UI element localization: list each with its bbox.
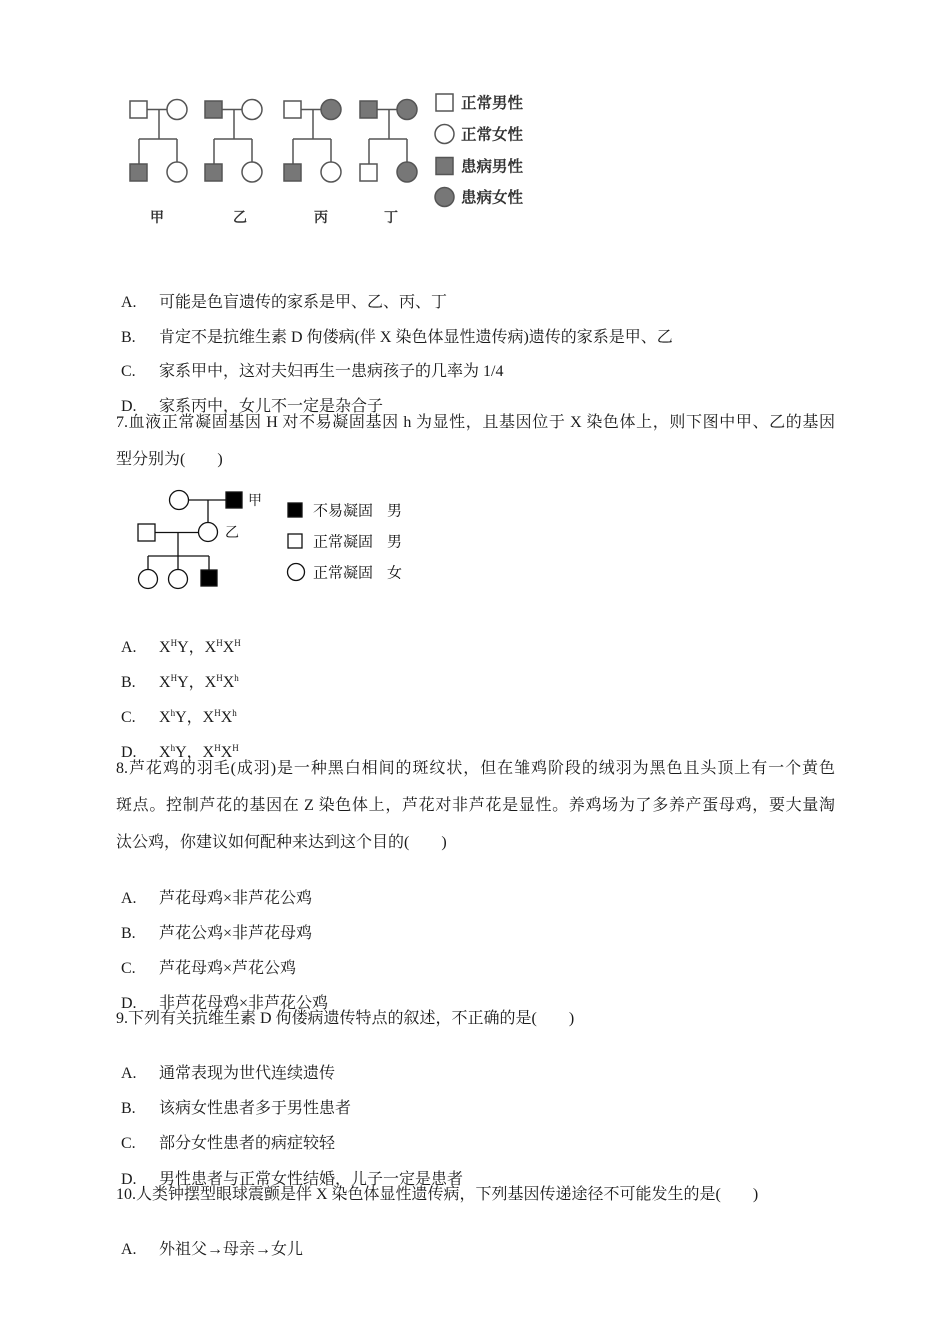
separator: ， — [188, 639, 205, 656]
q8-stem-line-3: 汰公鸡，你建议如何配种来达到这个目的( ) — [116, 834, 447, 851]
option-label: C. — [121, 960, 136, 977]
legend-normal-clotting-male-sex: 男 — [387, 533, 403, 551]
chromosome-y: Y — [177, 639, 189, 656]
chromosome-x: X — [204, 674, 217, 691]
option-label: D. — [121, 995, 137, 1012]
pedigree-1-legend — [435, 94, 524, 207]
separator: ， — [188, 674, 205, 691]
option-text: 芦花公鸡×非芦花母鸡 — [159, 925, 313, 942]
allele: h — [170, 708, 176, 718]
q8-stem-line-1: 8.芦花鸡的羽毛(成羽)是一种黑白相间的斑纹状，但在雏鸡阶段的绒羽为黑色且头顶上有一个黄色 — [116, 760, 835, 777]
legend-normal-clotting-female-icon — [288, 564, 305, 581]
family-bing-label: 丙 — [314, 209, 328, 225]
family-bing-mother-symbol — [321, 100, 341, 120]
option-text: 芦花母鸡×芦花公鸡 — [159, 960, 297, 977]
allele: H — [214, 708, 221, 718]
q7-option-c — [113, 688, 237, 726]
legend-normal-female-icon — [435, 125, 454, 144]
option-label: A. — [121, 294, 137, 311]
option-label: D. — [121, 398, 137, 415]
option-label: C. — [121, 709, 136, 726]
q8-option-c — [113, 939, 297, 977]
option-text: 外祖父→母亲→女儿 — [159, 1241, 304, 1258]
family-yi-daughter-symbol — [242, 162, 262, 182]
family-bing-father-symbol — [284, 101, 301, 118]
family-jia-label: 甲 — [150, 209, 164, 225]
family-bing — [284, 100, 341, 226]
legend-poor-clotting-label: 不易凝固 — [313, 502, 374, 520]
family-ding-father-symbol — [360, 101, 377, 118]
family-yi-father-symbol — [205, 101, 222, 118]
grandmother-symbol — [170, 491, 189, 510]
chromosome-x: X — [222, 639, 235, 656]
allele: h — [234, 673, 239, 683]
q8-option-a — [113, 869, 313, 907]
chromosome-x: X — [202, 709, 215, 726]
chromosome-x: X — [220, 744, 233, 761]
family-yi-mother-symbol — [242, 100, 262, 120]
allele: H — [170, 638, 178, 648]
option-label: B. — [121, 674, 136, 691]
chromosome-x: X — [159, 709, 171, 726]
q6-option-b — [113, 308, 673, 346]
option-label: B. — [121, 1100, 136, 1117]
allele: H — [232, 743, 239, 753]
family-bing-daughter-symbol — [321, 162, 341, 182]
legend-poor-clotting-sex: 男 — [387, 502, 403, 520]
legend-poor-clotting-male-icon — [288, 503, 302, 517]
legend-normal-clotting-male-icon — [288, 534, 302, 548]
grandfather-jia-label: 甲 — [248, 492, 262, 508]
q9-option-a — [113, 1044, 336, 1082]
option-text: 家系丙中，女儿不一定是杂合子 — [159, 398, 384, 415]
option-label: B. — [121, 925, 136, 942]
option-text: 部分女性患者的病症较轻 — [159, 1135, 336, 1152]
family-jia-mother-symbol — [167, 100, 187, 120]
chromosome-x: X — [220, 709, 233, 726]
legend-normal-clotting-female-sex: 女 — [387, 564, 403, 582]
option-text: 非芦花母鸡×非芦花公鸡 — [159, 995, 329, 1012]
option-text: 该病女性患者多于男性患者 — [159, 1100, 352, 1117]
legend-affected-female-icon — [435, 188, 454, 207]
allele: H — [170, 673, 178, 683]
chromosome-x: X — [202, 744, 215, 761]
family-yi — [205, 100, 262, 226]
family-bing-son-symbol — [284, 164, 301, 181]
legend-affected-male-icon — [436, 158, 453, 175]
allele: h — [170, 743, 176, 753]
child-son-symbol — [201, 570, 217, 586]
q7-stem-line-2: 型分别为( ) — [116, 451, 223, 468]
q10-stem: 10.人类钟摆型眼球震颤是伴 X 染色体显性遗传病，下列基因传递途径不可能发生的是( ) — [116, 1186, 759, 1203]
family-ding-daughter-symbol — [397, 162, 417, 182]
option-label: C. — [121, 1135, 136, 1152]
family-yi-son-symbol — [205, 164, 222, 181]
family-jia-father-symbol — [130, 101, 147, 118]
mother-yi-label: 乙 — [225, 524, 239, 540]
option-label: A. — [121, 1241, 137, 1258]
child-daughter-2-symbol — [169, 570, 188, 589]
q7-stem-line-1: 7.血液正常凝固基因 H 对不易凝固基因 h 为显性，且基因位于 X 染色体上，则下图中甲、乙的基因 — [116, 414, 835, 431]
father-symbol — [138, 524, 155, 541]
legend-normal-male-icon — [436, 94, 453, 111]
family-jia — [130, 100, 187, 226]
family-ding-son-symbol — [360, 164, 377, 181]
option-label: A. — [121, 890, 137, 907]
allele: H — [216, 673, 223, 683]
family-jia-daughter-symbol — [167, 162, 187, 182]
pedigree-figure-1 — [0, 0, 950, 240]
allele: H — [214, 743, 221, 753]
q7-option-b — [113, 653, 239, 691]
separator: ， — [186, 709, 203, 726]
q7-option-d — [113, 723, 239, 761]
option-text: 通常表现为世代连续遗传 — [159, 1065, 336, 1082]
legend-normal-clotting-female-label: 正常凝固 — [313, 564, 374, 582]
option-text: 家系甲中，这对夫妇再生一患病孩子的几率为 1/4 — [159, 363, 504, 380]
allele: h — [232, 708, 237, 718]
separator: ， — [186, 744, 203, 761]
option-text: 芦花母鸡×非芦花公鸡 — [159, 890, 313, 907]
pedigree-2-legend — [288, 503, 403, 582]
q9-option-d — [113, 1150, 464, 1188]
allele: H — [216, 638, 223, 648]
q9-stem: 9.下列有关抗维生素 D 佝偻病遗传特点的叙述，不正确的是( ) — [116, 1010, 575, 1027]
option-text: 肯定不是抗维生素 D 佝偻病(伴 X 染色体显性遗传病)遗传的家系是甲、乙 — [159, 329, 673, 346]
q6-option-a — [113, 273, 448, 311]
chromosome-x: X — [159, 639, 171, 656]
q9-option-c — [113, 1114, 336, 1152]
option-text: 男性患者与正常女性结婚，儿子一定是患者 — [159, 1171, 464, 1188]
q6-option-c — [113, 342, 504, 380]
q7-option-a — [113, 618, 241, 656]
family-ding — [360, 100, 417, 226]
family-yi-label: 乙 — [233, 209, 247, 225]
pedigree-figure-2 — [0, 470, 950, 600]
chromosome-y: Y — [175, 744, 187, 761]
option-label: D. — [121, 744, 137, 761]
chromosome-x: X — [159, 674, 171, 691]
family-ding-mother-symbol — [397, 100, 417, 120]
family-jia-son-symbol — [130, 164, 147, 181]
q8-option-d — [113, 974, 329, 1012]
chromosome-y: Y — [177, 674, 189, 691]
q6-option-d — [113, 377, 384, 415]
allele: H — [234, 638, 241, 648]
q9-option-b — [113, 1079, 352, 1117]
child-daughter-1-symbol — [139, 570, 158, 589]
legend-affected-female-label: 患病女性 — [461, 189, 524, 207]
q8-option-b — [113, 904, 313, 942]
legend-normal-male-label: 正常男性 — [461, 95, 524, 112]
family-ding-label: 丁 — [384, 209, 398, 225]
chromosome-y: Y — [175, 709, 187, 726]
grandfather-jia-symbol — [226, 492, 242, 508]
option-label: C. — [121, 363, 136, 380]
chromosome-x: X — [159, 744, 171, 761]
chromosome-x: X — [222, 674, 235, 691]
option-label: B. — [121, 329, 136, 346]
chromosome-x: X — [204, 639, 217, 656]
legend-normal-clotting-male-label: 正常凝固 — [313, 533, 374, 551]
option-text: 可能是色盲遗传的家系是甲、乙、丙、丁 — [159, 294, 448, 311]
option-label: D. — [121, 1171, 137, 1188]
option-label: A. — [121, 639, 137, 656]
mother-yi-symbol — [199, 523, 218, 542]
legend-normal-female-label: 正常女性 — [461, 126, 524, 144]
option-label: A. — [121, 1065, 137, 1082]
q8-stem-line-2: 斑点。控制芦花的基因在 Z 染色体上，芦花对非芦花是显性。养鸡场为了多养产蛋母鸡，要大量淘 — [116, 797, 835, 814]
q10-option-a — [113, 1220, 304, 1258]
legend-affected-male-label: 患病男性 — [461, 158, 524, 176]
